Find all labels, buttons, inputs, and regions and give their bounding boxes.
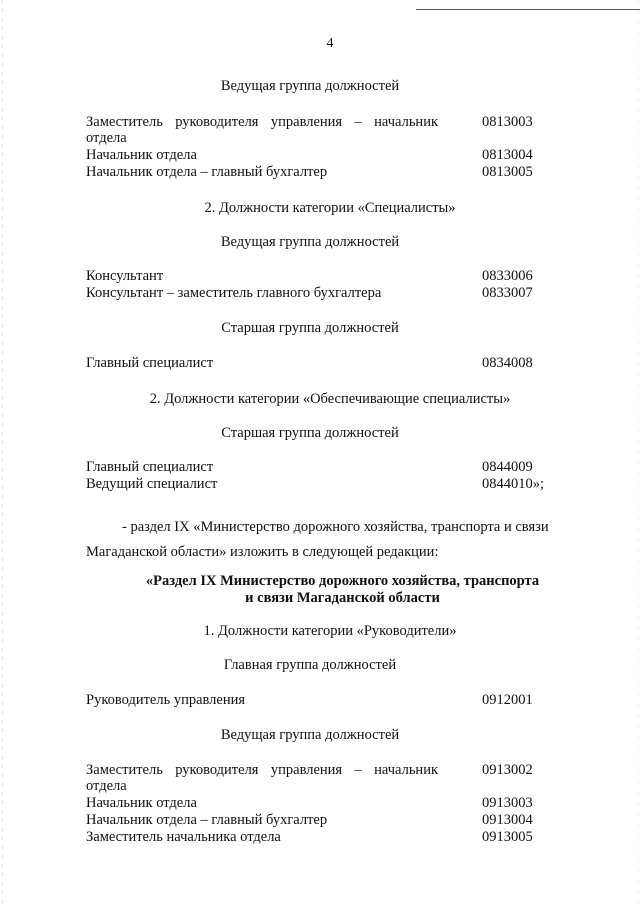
position-name: Начальник отдела – главный бухгалтер <box>86 812 328 828</box>
position-name: Главный специалист <box>86 355 214 371</box>
group-heading-senior-2: Старшая группа должностей <box>221 425 399 441</box>
position-code: 0813003 <box>482 114 533 130</box>
position-code: 0912001 <box>482 692 533 708</box>
group-heading-leading-1: Ведущая группа должностей <box>220 78 400 94</box>
scan-left-edge <box>2 0 3 905</box>
position-code: 0844009 <box>482 459 533 475</box>
scan-right-edge <box>638 0 639 905</box>
position-name: Ведущий специалист <box>86 476 218 492</box>
group-heading-senior-1: Старшая группа должностей <box>221 320 399 336</box>
position-code: 0913002 <box>482 762 533 778</box>
group-heading-leading-3: Ведущая группа должностей <box>220 727 400 743</box>
amendment-line-1: - раздел IX «Министерство дорожного хозяйства, транспорта и связи <box>122 519 549 535</box>
page-number: 4 <box>326 36 334 51</box>
position-name: Начальник отдела – главный бухгалтер <box>86 164 328 180</box>
position-code: 0844010»; <box>482 476 545 492</box>
position-code: 0913004 <box>482 812 533 828</box>
category-heading-support-specialists: 2. Должности категории «Обеспечивающие специалисты» <box>149 391 511 407</box>
section-title-line-1: «Раздел IX Министерство дорожного хозяйства, транспорта <box>145 573 540 589</box>
category-heading-managers: 1. Должности категории «Руководители» <box>203 623 457 639</box>
position-name: Начальник отдела <box>86 795 197 811</box>
group-heading-main: Главная группа должностей <box>223 657 397 673</box>
scan-border-line <box>416 9 640 10</box>
section-title-line-2: и связи Магаданской области <box>245 590 440 606</box>
position-name: Руководитель управления <box>86 692 246 708</box>
position-name: Начальник отдела <box>86 147 197 163</box>
position-code: 0913005 <box>482 829 533 845</box>
position-code: 0833007 <box>482 285 533 301</box>
position-code: 0813004 <box>482 147 533 163</box>
position-name: Консультант <box>86 268 164 284</box>
position-code: 0834008 <box>482 355 533 371</box>
position-name: Консультант – заместитель главного бухгалтера <box>86 285 382 301</box>
group-heading-leading-2: Ведущая группа должностей <box>220 234 400 250</box>
position-name: Заместитель руководителя управления – начальник отдела <box>86 762 438 794</box>
position-code: 0833006 <box>482 268 533 284</box>
position-name: Главный специалист <box>86 459 214 475</box>
position-name: Заместитель начальника отдела <box>86 829 281 845</box>
category-heading-specialists: 2. Должности категории «Специалисты» <box>204 200 456 216</box>
amendment-line-2: Магаданской области» изложить в следующей редакции: <box>86 544 439 560</box>
position-code: 0913003 <box>482 795 533 811</box>
position-name: Заместитель руководителя управления – начальник отдела <box>86 114 438 146</box>
position-code: 0813005 <box>482 164 533 180</box>
